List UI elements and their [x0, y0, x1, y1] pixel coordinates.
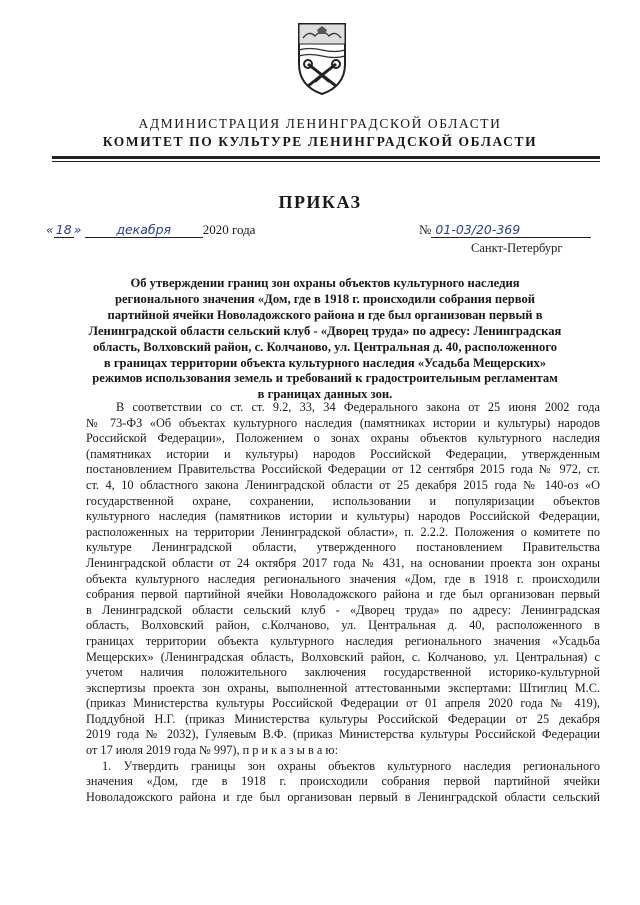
date-close-quote: »	[73, 222, 82, 237]
order-subject	[70, 276, 580, 403]
body-line: государственной охране, сохранении, использовании и популяризации объектов	[86, 493, 600, 508]
body-line: Ленинградской области от 24 октября 2017 года № 431, на основании проекта зон охраны	[86, 555, 600, 570]
body-line: объекта культурного наследия регионального значения «Дом, где в 1918 г. происходили	[86, 571, 600, 586]
body-line: 2019 года № 2032), Гуляевым В.Ф. (приказ Министерства культуры Российской Федерации	[86, 727, 600, 742]
body-line: 1. Утвердить границы зон охраны объектов культурного наследия регионального	[102, 758, 600, 773]
org-name-administration: АДМИНИСТРАЦИЯ ЛЕНИНГРАДСКОЙ ОБЛАСТИ	[138, 116, 502, 131]
body-line: значения «Дом, где в 1918 г. происходили собрания первой партийной ячейки	[86, 774, 600, 789]
coat-of-arms-emblem	[295, 20, 349, 96]
body-line: расположенных на территории Ленинградской области», п. 2.2.2. Положения о комитете по	[86, 524, 600, 539]
number-value: 01-03/20-369	[431, 222, 591, 238]
body-line: (приказ Министерства культуры Российской Федерации от 01 апреля 2020 года № 419),	[86, 696, 600, 711]
subject-line: в границах территории объекта культурного наследия «Усадьба Мещерских»	[103, 355, 547, 370]
date-month: декабря	[85, 222, 203, 238]
body-line: ст. 4, 10 областного закона Ленинградской области от 25 декабря 2015 года № 140-оз «О	[86, 477, 600, 492]
body-line: учетом наличия положительного заключения государственной историко-культурной	[86, 665, 600, 680]
body-line: Мещерских» (Ленинградская область, Волховский район, с. Колчаново, ул. Центральная) с	[86, 649, 600, 664]
body-line: собрания первой партийной ячейки Новоладожского района и где был организован первый	[86, 587, 600, 602]
body-line: культуре Ленинградской области, утвержденного постановлением Правительства	[86, 540, 600, 555]
org-name-committee: КОМИТЕТ ПО КУЛЬТУРЕ ЛЕНИНГРАДСКОЙ ОБЛАСТИ	[102, 134, 538, 149]
subject-line: область, Волховский район, с. Колчаново, ул. Центральная д. 40, расположенного	[92, 339, 558, 354]
body-line: постановлением Правительства Российской Федерации от 12 сентября 2015 года № 972, ст.	[86, 462, 600, 477]
subject-line: Об утверждении границ зон охраны объектов культурного наследия	[130, 276, 520, 290]
document-title: ПРИКАЗ	[278, 192, 362, 212]
date-year: 2020 года	[202, 222, 256, 237]
subject-line: партийной ячейки Новоладожского района и где был организован первый в	[107, 307, 543, 322]
document-date	[46, 222, 255, 238]
subject-line: регионального значения «Дом, где в 1918 г. происходили собрания первой	[114, 291, 536, 306]
header-thick-rule	[52, 156, 600, 159]
document-number	[419, 222, 591, 238]
body-line: экспертизы проекта зон охраны, выполненной аттестованными экспертами: Штиглиц М.С.	[86, 680, 600, 695]
number-prefix: №	[419, 222, 432, 237]
body-line: область, Волховский район, с.Колчаново, ул. Центральная д. 40, расположенного в	[86, 618, 600, 633]
body-line: Новоладожского района и где был организован первый в Ленинградской области сельский	[86, 789, 600, 804]
subject-line: в границах данных зон.	[257, 387, 393, 402]
subject-line: режимов использования земель и требований к градостроительным регламентам	[92, 371, 558, 386]
body-line: (памятниках истории и культуры) народов Российской Федерации, утвержденным	[86, 446, 600, 461]
body-line: в Ленинградской области сельский клуб - «Дворец труда» по адресу: Ленинградская	[86, 602, 600, 617]
subject-line: Ленинградской области сельский клуб - «Дворец труда» по адресу: Ленинградская	[88, 323, 562, 338]
order-body	[86, 400, 600, 805]
header-thin-rule	[52, 161, 600, 162]
date-day: 18	[54, 222, 74, 238]
body-line: Поддубной Н.Г. (приказ Министерства культуры Российской Федерации от 25 декабря	[86, 711, 600, 726]
date-open-quote: «	[46, 222, 54, 237]
body-line: № 73-ФЗ «Об объектах культурного наследия (памятниках истории и культуры) народов	[86, 415, 600, 430]
body-line: культурного наследия (памятников истории и культуры) народов Российской Федерации,	[86, 509, 600, 524]
body-line: Российской Федерации», Положением о зонах охраны объектов культурного наследия	[86, 431, 600, 446]
body-line: В соответствии со ст. ст. 9.2, 33, 34 Федерального закона от 25 июня 2002 года	[116, 400, 600, 414]
body-line: границах территории объекта культурного наследия регионального значения «Усадьба	[86, 633, 600, 648]
city-name: Санкт-Петербург	[471, 241, 563, 255]
body-line: от 17 июля 2019 года № 997), п р и к а з ы в а ю:	[86, 743, 339, 758]
